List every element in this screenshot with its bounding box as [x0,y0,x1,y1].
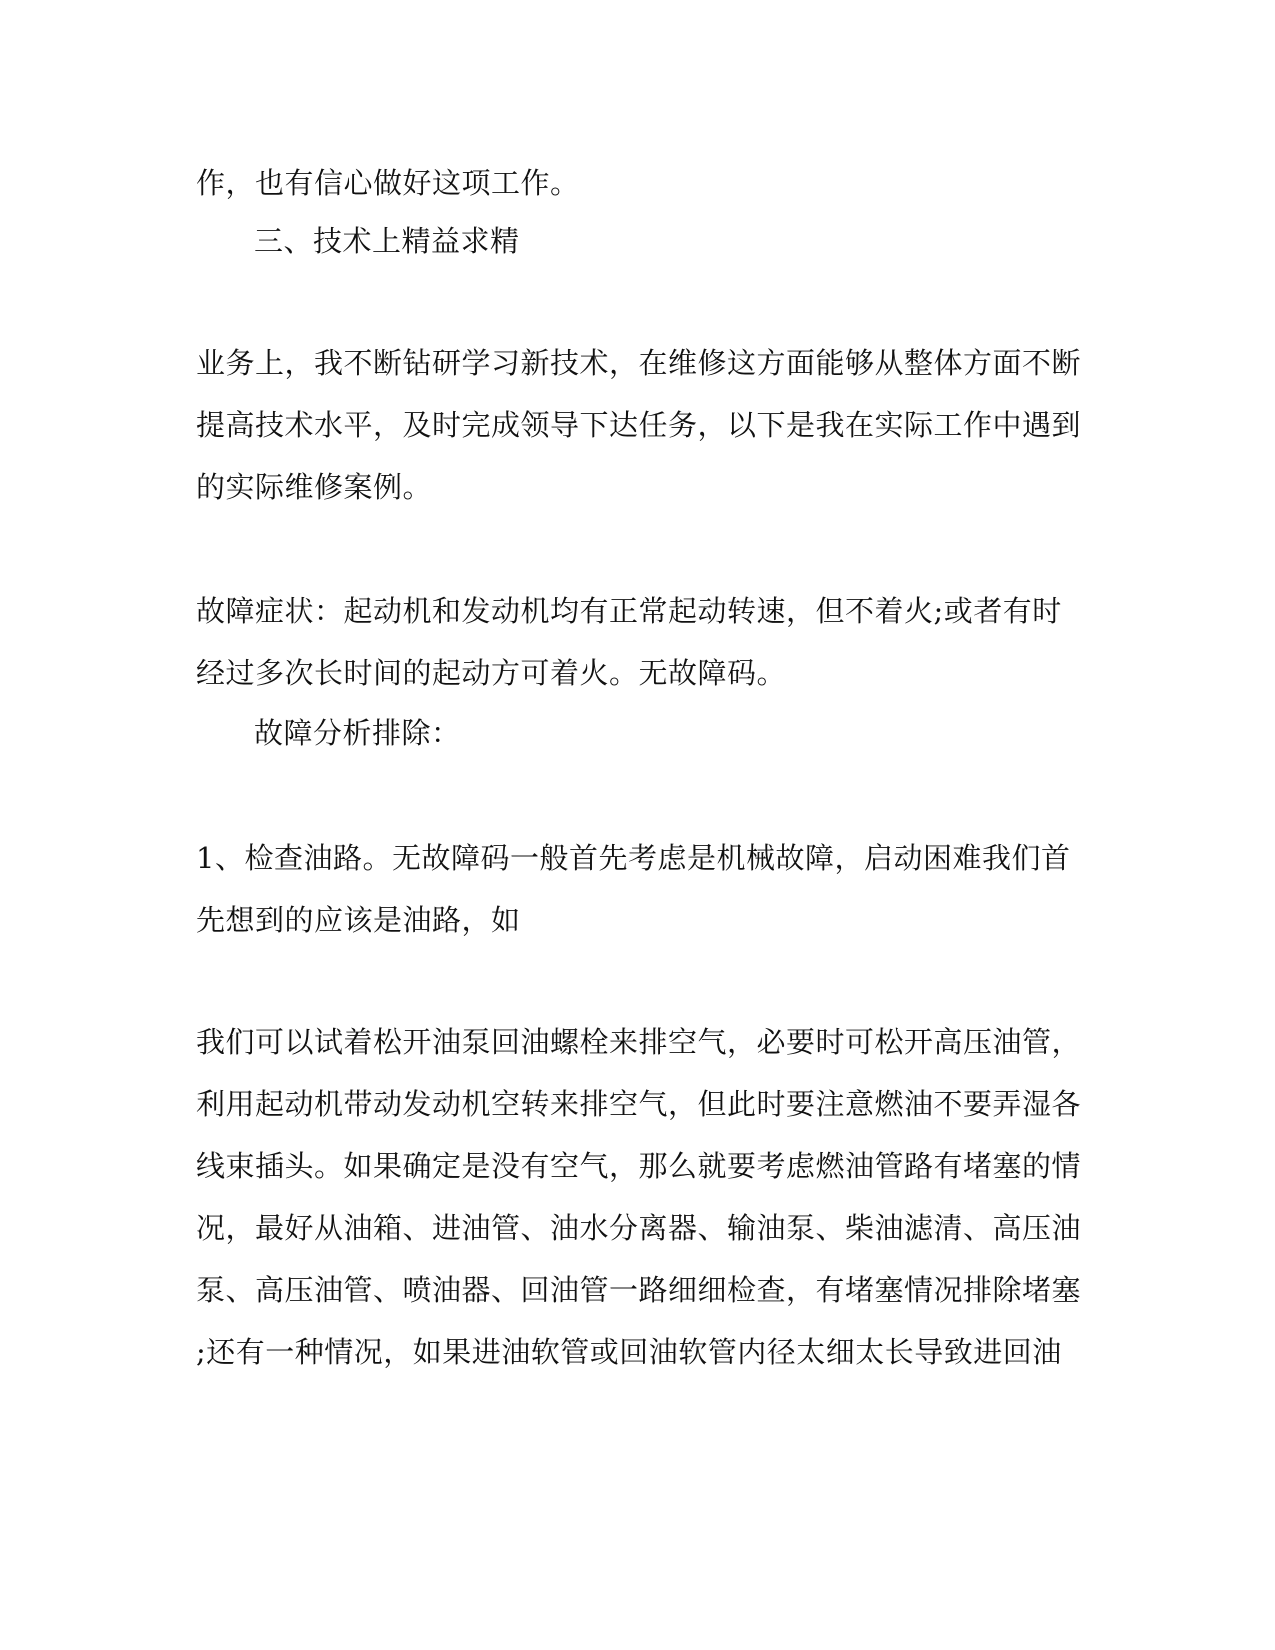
paragraph-line: 故障症状：起动机和发动机均有正常起动转速，但不着火;或者有时 [196,594,1062,628]
paragraph-line: 泵、高压油管、喷油器、回油管一路细细检查，有堵塞情况排除堵塞 [196,1273,1082,1307]
paragraph-line: 我们可以试着松开油泵回油螺栓来排空气，必要时可松开高压油管， [196,1025,1082,1059]
paragraph-line: 线束插头。如果确定是没有空气，那么就要考虑燃油管路有堵塞的情 [196,1149,1082,1183]
paragraph-line: 作，也有信心做好这项工作。 [196,166,580,200]
paragraph-line: 先想到的应该是油路，如 [196,903,521,937]
paragraph-line: 1、检查油路。无故障码一般首先考虑是机械故障，启动困难我们首 [196,841,1071,875]
paragraph-line: 况，最好从油箱、进油管、油水分离器、输油泵、柴油滤清、高压油 [196,1211,1082,1245]
subheading: 故障分析排除： [254,716,461,750]
paragraph-line: 的实际维修案例。 [196,470,433,504]
paragraph-line: 利用起动机带动发动机空转来排空气，但此时要注意燃油不要弄湿各 [196,1087,1082,1121]
paragraph-line: 经过多次长时间的起动方可着火。无故障码。 [196,656,787,690]
paragraph-line: ;还有一种情况，如果进油软管或回油软管内径太细太长导致进回油 [196,1335,1062,1369]
paragraph-line: 业务上，我不断钻研学习新技术，在维修这方面能够从整体方面不断 [196,346,1082,380]
paragraph-line: 提高技术水平，及时完成领导下达任务，以下是我在实际工作中遇到 [196,408,1082,442]
section-heading: 三、技术上精益求精 [254,224,520,258]
